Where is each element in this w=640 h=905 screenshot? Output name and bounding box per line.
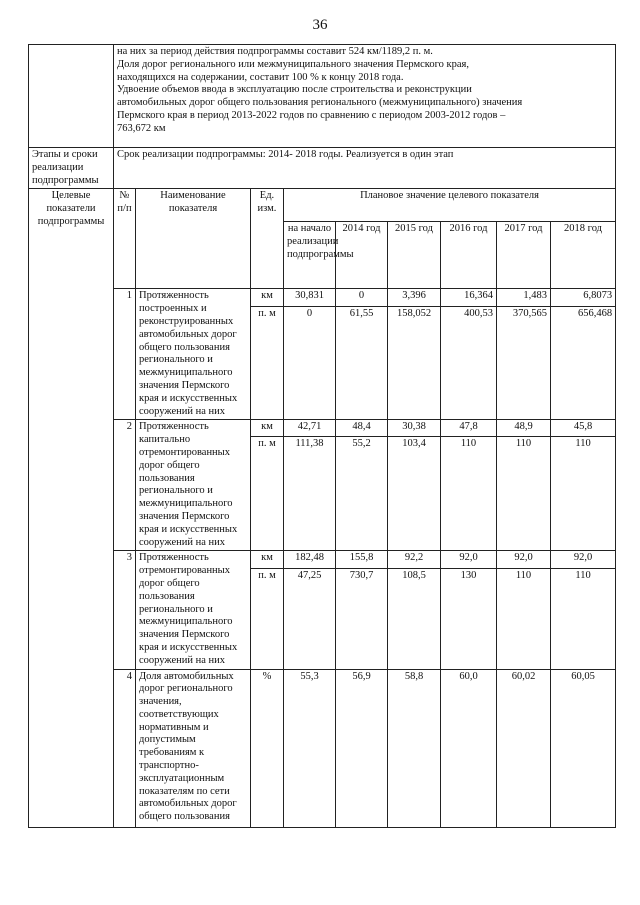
table-row bbox=[29, 551, 616, 569]
row-unit: км bbox=[251, 551, 284, 569]
row-unit: п. м bbox=[251, 569, 284, 669]
row-value: 370,565 bbox=[497, 306, 551, 420]
row-unit: п. м bbox=[251, 306, 284, 420]
row-value: 47,25 bbox=[284, 569, 336, 669]
row-value: 730,7 bbox=[336, 569, 388, 669]
row-value: 92,0 bbox=[441, 551, 497, 569]
intro-line: 763,672 км bbox=[117, 122, 166, 134]
row-indicator-name: Протяженность капитально отремонтированных дорог общего пользования регионального и межмуниципального значения Пермского края и искусственных сооружений на них bbox=[136, 420, 251, 551]
row-indicator-name: Протяженность отремонтированных дорог общего пользования регионального и межмуниципального значения Пермского края и искусственных сооружений на них bbox=[136, 551, 251, 669]
row-value: 48,9 bbox=[497, 420, 551, 437]
row-value: 47,8 bbox=[441, 420, 497, 437]
stages-text: Срок реализации подпрограммы: 2014- 2018 годы. Реализуется в один этап bbox=[114, 148, 616, 189]
intro-line: на них за период действия подпрограммы составит 524 км/1189,2 п. м. bbox=[117, 46, 433, 57]
header-year: 2017 год bbox=[497, 222, 551, 289]
row-value: 60,0 bbox=[441, 669, 497, 827]
intro-line: Удвоение объемов ввода в эксплуатацию после строительства и реконструкции bbox=[117, 84, 472, 96]
row-value: 400,53 bbox=[441, 306, 497, 420]
row-value: 110 bbox=[551, 569, 616, 669]
intro-row bbox=[29, 45, 616, 148]
row-unit: км bbox=[251, 289, 284, 306]
row-value: 42,71 bbox=[284, 420, 336, 437]
header-name: Наименование показателя bbox=[136, 189, 251, 289]
row-indicator-name: Протяженность построенных и реконструированных автомобильных дорог общего пользования регионального и межмуниципального значения Пермского края и искусственных сооружений на них bbox=[136, 289, 251, 420]
row-value: 45,8 bbox=[551, 420, 616, 437]
table-row bbox=[29, 669, 616, 827]
intro-line: Доля дорог регионального или межмуниципального значения Пермского края, bbox=[117, 58, 469, 70]
row-value: 58,8 bbox=[388, 669, 441, 827]
row-value: 16,364 bbox=[441, 289, 497, 306]
row-value: 30,38 bbox=[388, 420, 441, 437]
header-year: 2016 год bbox=[441, 222, 497, 289]
row-value: 110 bbox=[497, 569, 551, 669]
table-row bbox=[29, 289, 616, 306]
row-value: 130 bbox=[441, 569, 497, 669]
row-value: 103,4 bbox=[388, 437, 441, 551]
row-value: 55,3 bbox=[284, 669, 336, 827]
row-number: 4 bbox=[114, 669, 136, 827]
row-value: 48,4 bbox=[336, 420, 388, 437]
row-value: 30,831 bbox=[284, 289, 336, 306]
intro-text bbox=[114, 45, 616, 148]
row-value: 56,9 bbox=[336, 669, 388, 827]
row-indicator-name: Доля автомобильных дорог регионального значения, соответствующих нормативным и допустимым требованиям к транспортно-эксплуатационным показателям по сети автомобильных дорог общего пользования bbox=[136, 669, 251, 827]
row-unit: п. м bbox=[251, 437, 284, 551]
row-value: 60,05 bbox=[551, 669, 616, 827]
header-num: № п/п bbox=[114, 189, 136, 289]
row-number: 1 bbox=[114, 289, 136, 420]
table-row bbox=[29, 420, 616, 437]
header-year: 2015 год bbox=[388, 222, 441, 289]
row-value: 110 bbox=[497, 437, 551, 551]
row-unit: % bbox=[251, 669, 284, 827]
row-value: 0 bbox=[284, 306, 336, 420]
row-number: 3 bbox=[114, 551, 136, 669]
row-value: 155,8 bbox=[336, 551, 388, 569]
row-value: 656,468 bbox=[551, 306, 616, 420]
row-value: 3,396 bbox=[388, 289, 441, 306]
targets-label: Целевые показатели подпрограммы bbox=[29, 189, 114, 827]
targets-header-row bbox=[29, 189, 616, 222]
page-number: 36 bbox=[312, 17, 328, 33]
stages-row bbox=[29, 148, 616, 189]
intro-line: автомобильных дорог общего пользования регионального (межмуниципального) значения bbox=[117, 97, 523, 109]
header-unit: Ед. изм. bbox=[251, 189, 284, 289]
header-planned: Плановое значение целевого показателя bbox=[284, 189, 616, 222]
row-value: 108,5 bbox=[388, 569, 441, 669]
row-value: 0 bbox=[336, 289, 388, 306]
row-value: 1,483 bbox=[497, 289, 551, 306]
row-value: 60,02 bbox=[497, 669, 551, 827]
row-value: 92,2 bbox=[388, 551, 441, 569]
row-value: 61,55 bbox=[336, 306, 388, 420]
row-value: 110 bbox=[551, 437, 616, 551]
header-year: 2018 год bbox=[551, 222, 616, 289]
row-value: 6,8073 bbox=[551, 289, 616, 306]
row-value: 92,0 bbox=[497, 551, 551, 569]
stages-label: Этапы и сроки реализации подпрограммы bbox=[29, 148, 114, 189]
row-value: 110 bbox=[441, 437, 497, 551]
row-value: 92,0 bbox=[551, 551, 616, 569]
subprogram-passport-table bbox=[28, 44, 616, 828]
row-value: 158,052 bbox=[388, 306, 441, 420]
intro-label-cell bbox=[29, 45, 114, 148]
row-value: 55,2 bbox=[336, 437, 388, 551]
row-number: 2 bbox=[114, 420, 136, 551]
header-year: 2014 год bbox=[336, 222, 388, 289]
intro-line: находящихся на содержании, составит 100 % к концу 2018 года. bbox=[117, 71, 404, 83]
row-unit: км bbox=[251, 420, 284, 437]
row-value: 111,38 bbox=[284, 437, 336, 551]
intro-line: Пермского края в период 2013-2022 годов по сравнению с периодом 2003-2012 годов – bbox=[117, 109, 506, 121]
header-start: на начало реализации подпрограммы bbox=[284, 222, 336, 289]
row-value: 182,48 bbox=[284, 551, 336, 569]
